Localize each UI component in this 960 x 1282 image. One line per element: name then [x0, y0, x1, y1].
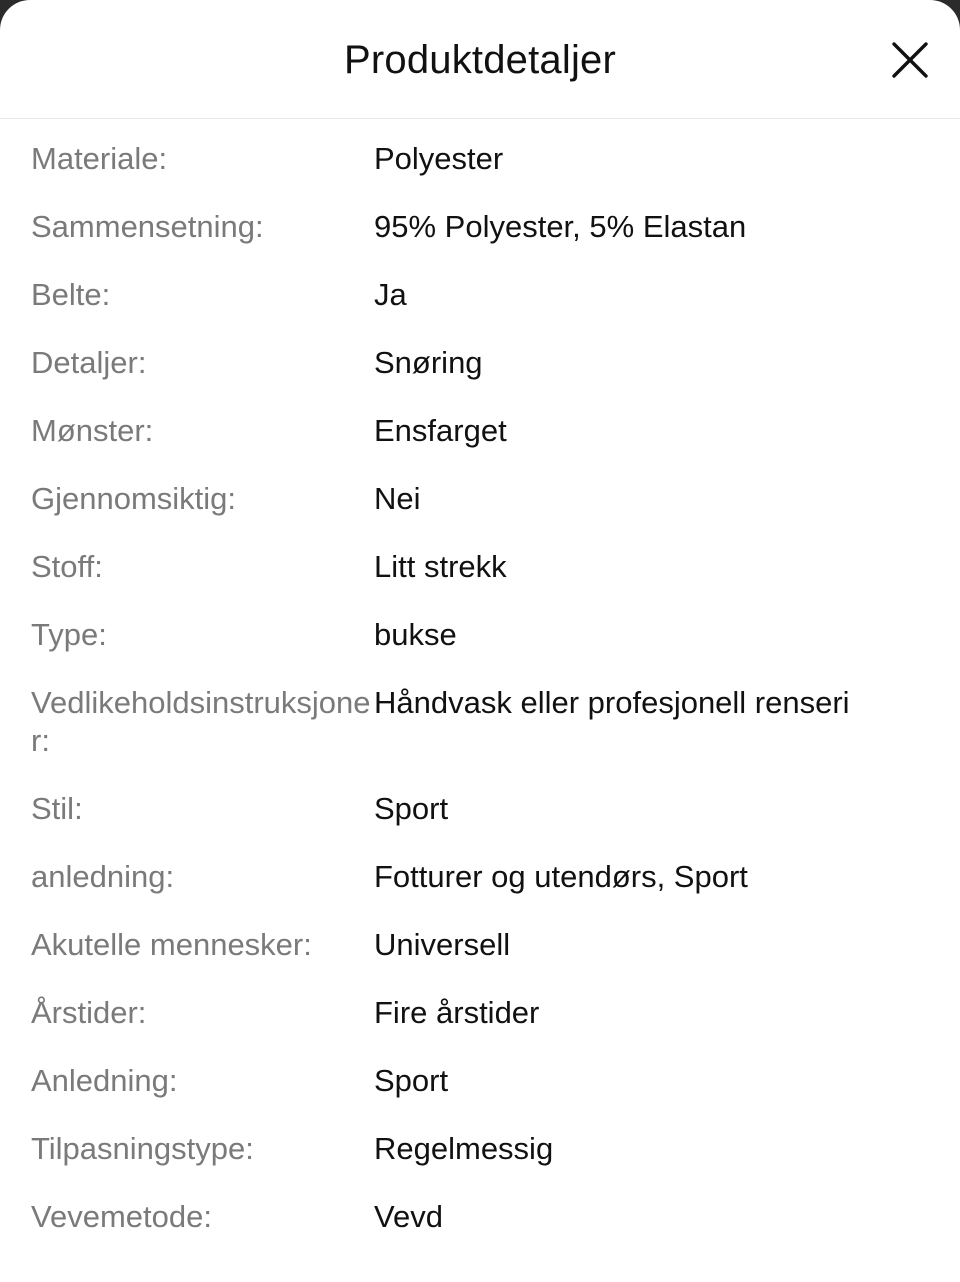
detail-label: Vedlikeholdsinstruksjoner:	[31, 685, 371, 758]
detail-label: Materiale:	[31, 141, 168, 176]
page-title: Produktdetaljer	[343, 38, 617, 82]
detail-row	[0, 140, 960, 208]
detail-value: Regelmessig	[374, 1131, 554, 1166]
detail-row	[0, 412, 960, 480]
detail-value: Håndvask eller profesjonell renseri	[374, 685, 850, 720]
detail-label: Detaljer:	[31, 345, 147, 380]
detail-row	[0, 1062, 960, 1130]
detail-row	[0, 276, 960, 344]
detail-label: anledning:	[31, 859, 175, 894]
detail-row	[0, 1198, 960, 1266]
detail-row	[0, 548, 960, 616]
detail-label: Årstider:	[31, 995, 147, 1030]
detail-value: Polyester	[374, 141, 504, 176]
detail-value: Nei	[374, 481, 421, 516]
detail-value: Ja	[374, 277, 407, 312]
detail-label: Mønster:	[31, 413, 154, 448]
detail-label: Belte:	[31, 277, 111, 312]
detail-label: Stil:	[31, 791, 83, 826]
detail-value: Universell	[374, 927, 511, 962]
detail-row	[0, 616, 960, 684]
details-list	[0, 140, 960, 1266]
detail-row	[0, 790, 960, 858]
detail-value: Vevd	[374, 1199, 443, 1234]
close-icon	[886, 36, 936, 86]
detail-value: bukse	[374, 617, 457, 652]
detail-value: Snøring	[374, 345, 483, 380]
detail-value: Ensfarget	[374, 413, 507, 448]
detail-row	[0, 1130, 960, 1198]
detail-row	[0, 208, 960, 276]
detail-label: Gjennomsiktig:	[31, 481, 237, 516]
detail-label: Type:	[31, 617, 107, 652]
detail-label: Akutelle mennesker:	[31, 927, 312, 962]
detail-label: Vevemetode:	[31, 1199, 212, 1234]
detail-row	[0, 994, 960, 1062]
detail-value: Fire årstider	[374, 995, 540, 1030]
detail-value: Sport	[374, 1063, 449, 1098]
detail-row	[0, 684, 960, 790]
detail-label: Stoff:	[31, 549, 103, 584]
detail-value: 95% Polyester, 5% Elastan	[374, 209, 747, 244]
close-button[interactable]	[886, 36, 936, 86]
detail-value: Litt strekk	[374, 549, 507, 584]
detail-label: Tilpasningstype:	[31, 1131, 254, 1166]
detail-row	[0, 480, 960, 548]
detail-row	[0, 926, 960, 994]
detail-label: Sammensetning:	[31, 209, 264, 244]
detail-row	[0, 858, 960, 926]
detail-value: Sport	[374, 791, 449, 826]
detail-value: Fotturer og utendørs, Sport	[374, 859, 748, 894]
detail-label: Anledning:	[31, 1063, 178, 1098]
detail-row	[0, 344, 960, 412]
sheet-header	[0, 0, 960, 119]
